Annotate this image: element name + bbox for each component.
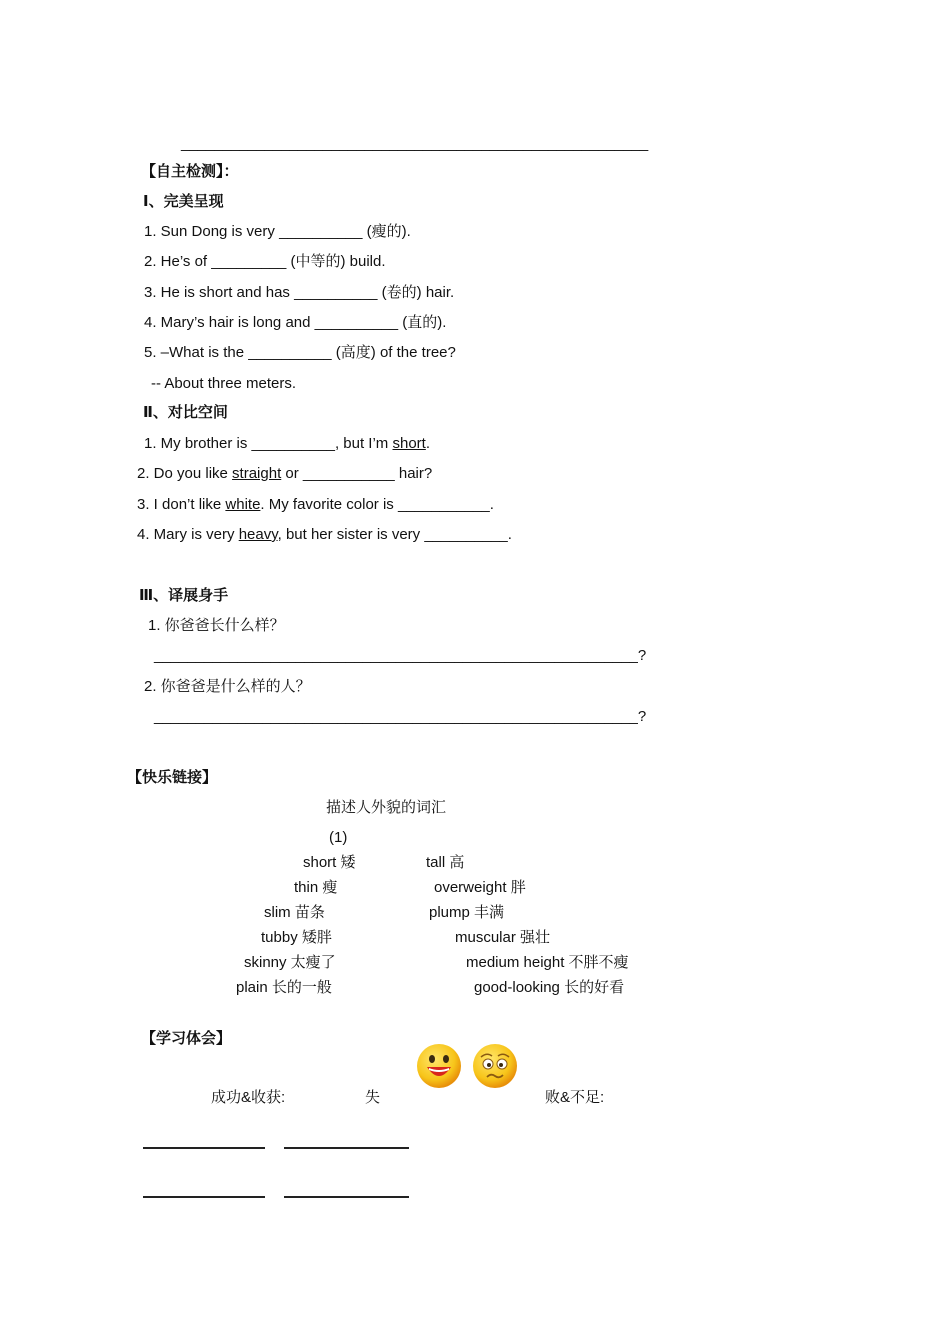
vocab-right-4: muscular 强壮 [455, 929, 551, 946]
vocab-subtitle: (1) [329, 829, 348, 846]
reflection-heading: 【学习体会】 [141, 1030, 232, 1047]
happy-link-heading: 【快乐链接】 [127, 769, 218, 786]
reflection-line-1b [284, 1147, 409, 1149]
part1-item-3: 3. He is short and has __________ (卷的) hair. [144, 284, 455, 301]
vocab-right-1: tall 高 [426, 854, 465, 871]
reflection-line-2a [143, 1196, 265, 1198]
part1-item-2: 2. He’s of _________ (中等的) build. [144, 253, 386, 270]
vocab-left-2: thin 瘦 [294, 879, 338, 896]
part1-heading: Ⅰ、完美呈现 [143, 193, 224, 210]
part1-item-4: 4. Mary’s hair is long and __________ (直的). [144, 314, 447, 331]
part3-answer-line-2: __________________________________________________________? [154, 708, 647, 725]
success-label: 成功&收获: [211, 1089, 286, 1106]
happy-face-icon [416, 1043, 462, 1089]
part3-question-1: 1. 你爸爸长什么样？ [148, 617, 285, 634]
fail-label-start: 失 [365, 1089, 381, 1106]
reflection-line-2b [284, 1196, 409, 1198]
vocab-title: 描述人外貌的词汇 [326, 799, 447, 816]
part1-item-1: 1. Sun Dong is very __________ (瘦的). [144, 223, 411, 240]
vocab-left-5: skinny 太瘦了 [244, 954, 336, 971]
part1-answer-line: -- About three meters. [151, 375, 297, 392]
top-answer-line: ________________________________________________________ [181, 135, 649, 152]
vocab-right-3: plump 丰满 [429, 904, 505, 921]
reflection-line-1a [143, 1147, 265, 1149]
vocab-left-1: short 矮 [303, 854, 356, 871]
fail-label-end: 败&不足: [545, 1089, 605, 1106]
self-check-heading: 【自主检测】： [141, 163, 239, 180]
part3-answer-line-1: __________________________________________________________? [154, 647, 647, 664]
vocab-left-6: plain 长的一般 [236, 979, 332, 996]
part1-item-5: 5. –What is the __________ (高度) of the tree? [144, 344, 456, 361]
vocab-left-3: slim 苗条 [264, 904, 325, 921]
part2-item-2: 2. Do you like straight or ___________ hair? [137, 465, 433, 482]
vocab-left-4: tubby 矮胖 [261, 929, 332, 946]
worried-face-icon [472, 1043, 518, 1089]
part2-item-4: 4. Mary is very heavy, but her sister is very __________. [137, 526, 512, 543]
vocab-right-5: medium height 不胖不瘦 [466, 954, 629, 971]
part3-question-2: 2. 你爸爸是什么样的人？ [144, 678, 311, 695]
part2-item-1: 1. My brother is __________, but I’m short. [144, 435, 431, 452]
part2-heading: Ⅱ、对比空间 [143, 404, 228, 421]
part2-item-3: 3. I don’t like white. My favorite color is ___________. [137, 496, 494, 513]
vocab-right-2: overweight 胖 [434, 879, 526, 896]
vocab-right-6: good-looking 长的好看 [474, 979, 625, 996]
part3-heading: Ⅲ、译展身手 [139, 587, 229, 604]
